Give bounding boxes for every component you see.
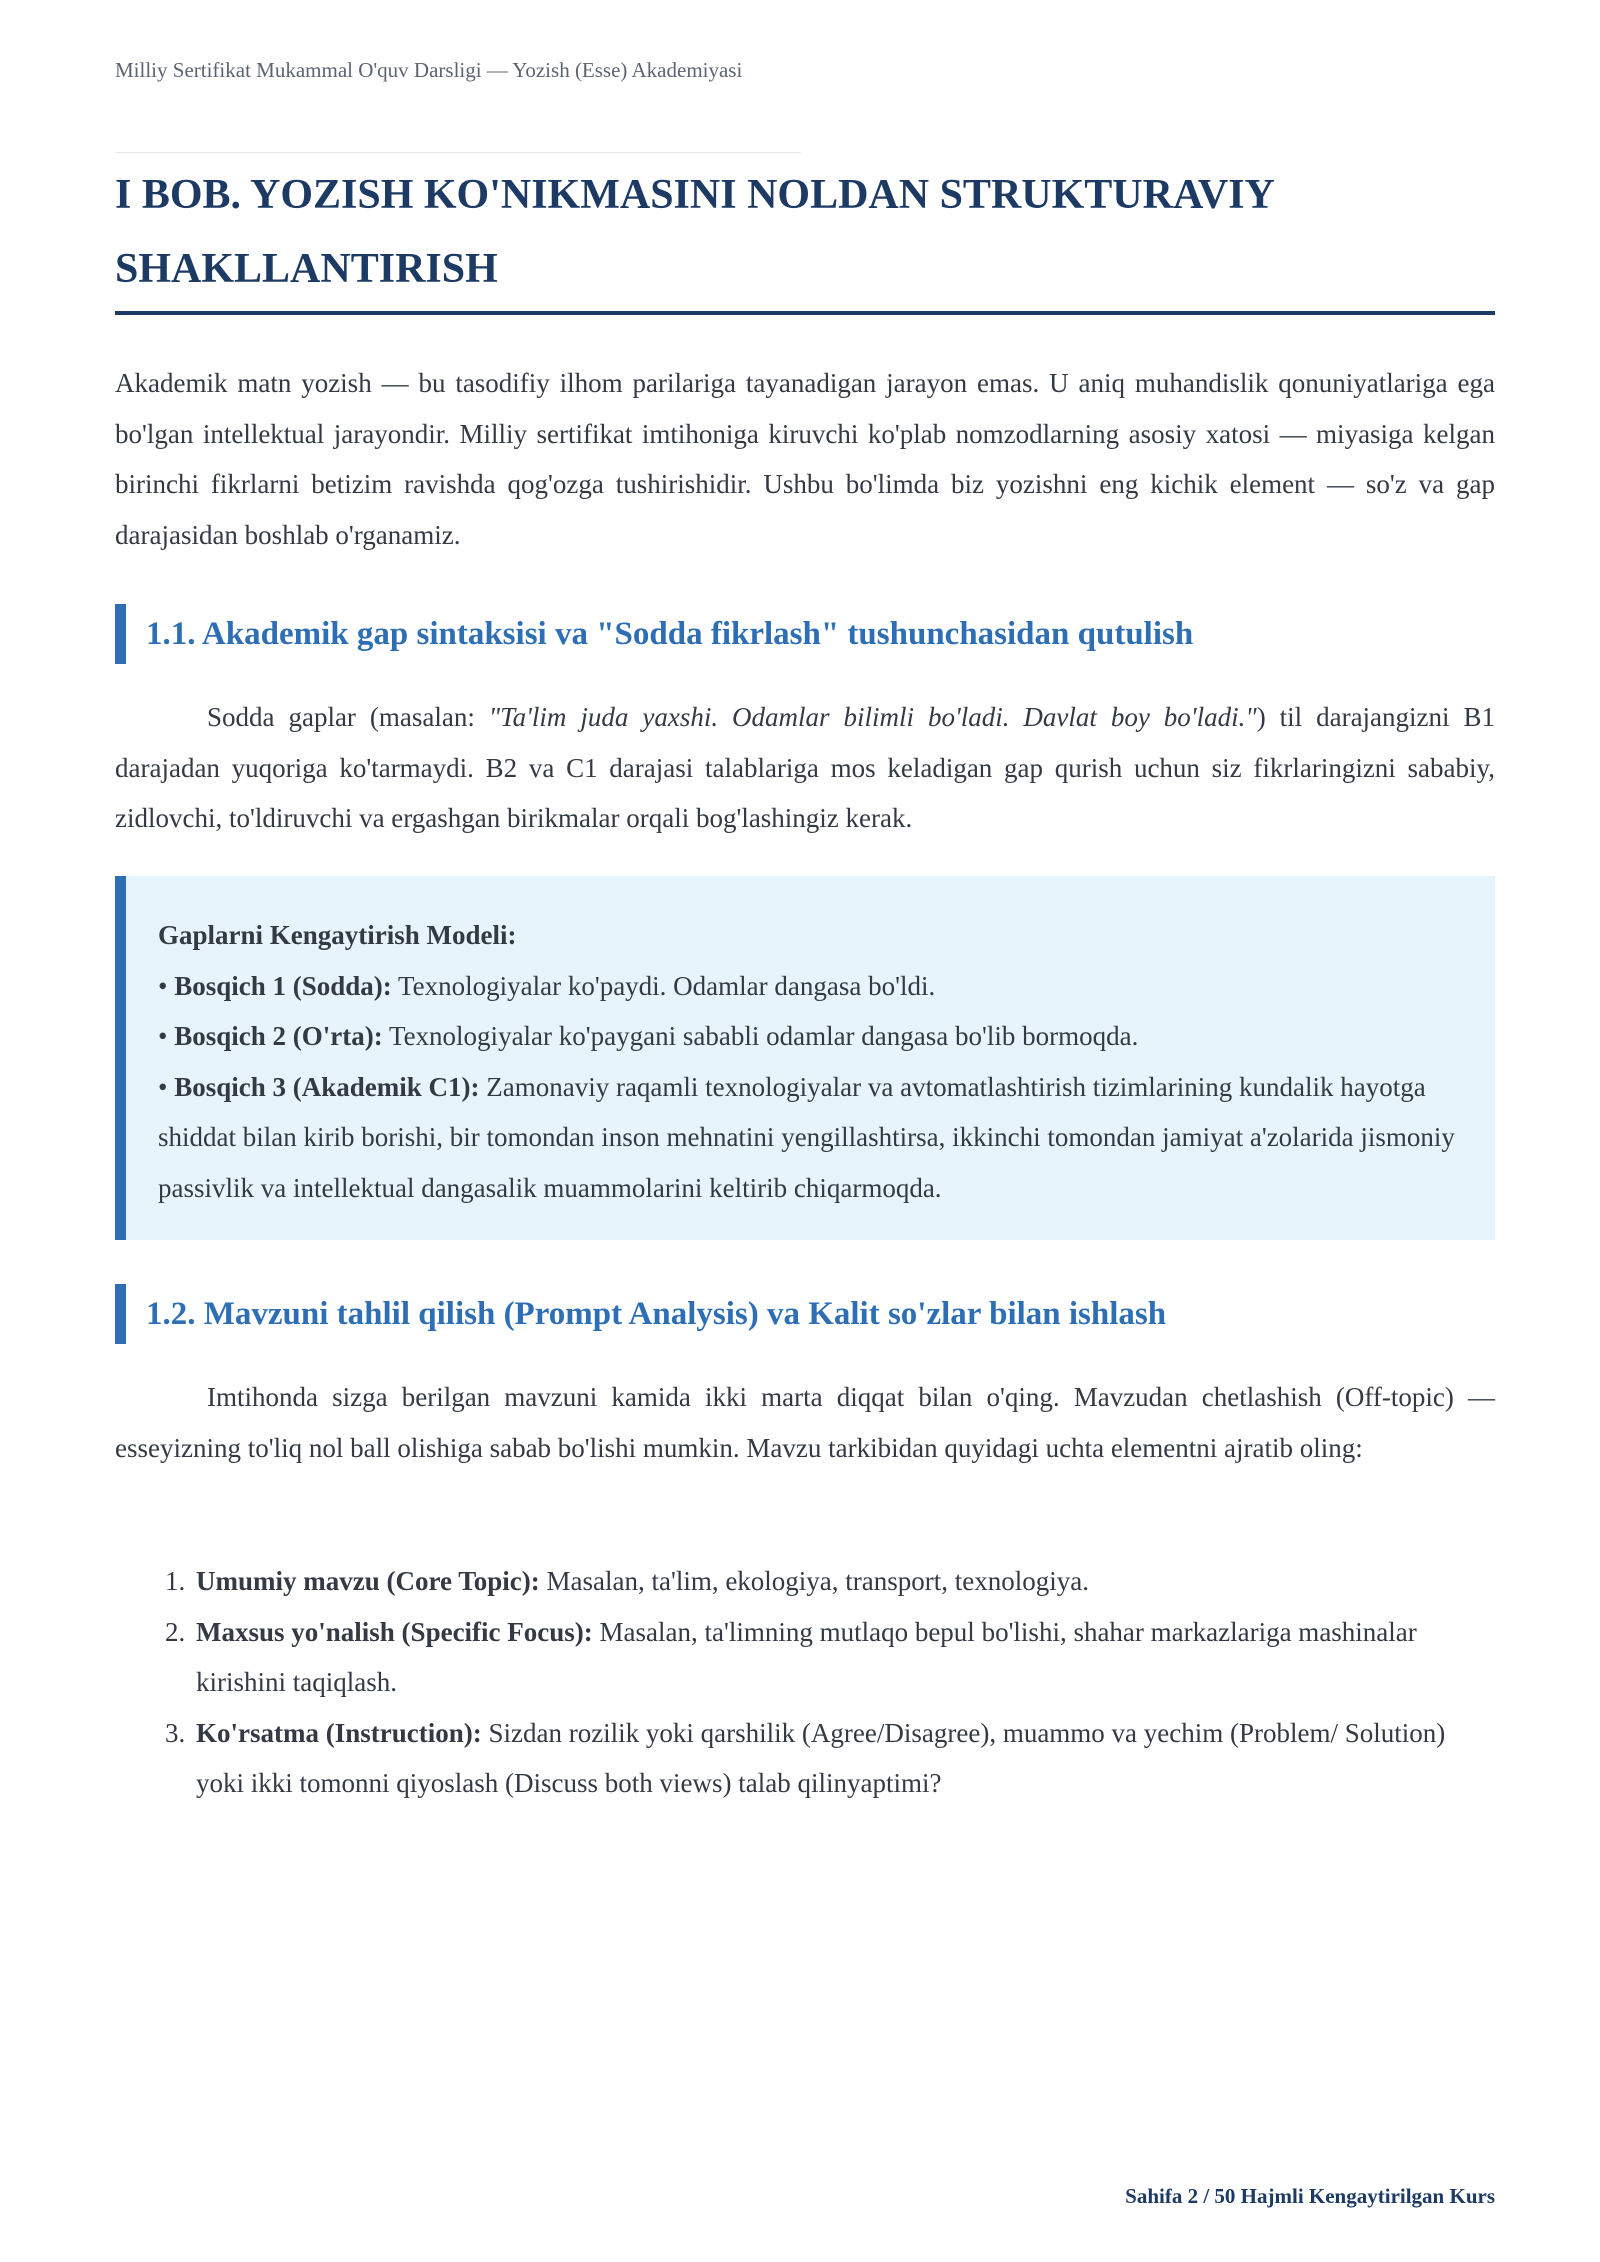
header-divider <box>115 152 801 153</box>
stage-text: Texnologiyalar ko'paygani sababli odamlar dangasa bo'lib bormoqda. <box>388 1021 1139 1051</box>
paragraph-text-start: Sodda gaplar (masalan: <box>207 702 489 732</box>
list-item-label: Maxsus yo'nalish (Specific Focus): <box>196 1616 593 1647</box>
page-footer: Sahifa 2 / 50 Hajmli Kengaytirilgan Kurs <box>1125 2184 1495 2208</box>
stage-label: Bosqich 2 (O'rta): <box>174 1021 383 1051</box>
bullet: • <box>158 1021 168 1051</box>
list-number: 3. <box>165 1717 186 1748</box>
list-number: 2. <box>165 1616 186 1647</box>
callout-stage-2 <box>158 1011 1465 1062</box>
section-1-1-paragraph <box>115 692 1495 844</box>
chapter-title: I BOB. YOZISH KO'NIKMASINI NOLDAN STRUKTURAVIY SHAKLLANTIRISH <box>115 172 1274 292</box>
prompt-elements-list <box>115 1556 1495 1809</box>
list-item-label: Ko'rsatma (Instruction): <box>196 1717 482 1748</box>
section-1-2-paragraph: Imtihonda sizga berilgan mavzuni kamida ikki marta diqqat bilan o'qing. Mavzudan chetlashish (Off-topic) — esseyizning to'liq nol ball olishiga sabab bo'lishi mumkin. Mavzu tarkibidan quyidagi uchta elementni ajratib oling: <box>115 1382 1495 1463</box>
chapter-intro-paragraph: Akademik matn yozish — bu tasodifiy ilhom parilariga tayanadigan jarayon emas. U aniq muhandislik qonuniyatlariga ega bo'lgan intellektual jarayondir. Milliy sertifikat imtihoniga kiruvchi ko'plab nomzodlarning asosiy xatosi — miyasiga kelgan birinchi fikrlarni betizim ravishda qog'ozga tushirishidir. Ushbu bo'limda biz yozishni eng kichik element — so'z va gap darajasidan boshlab o'rganamiz. <box>115 368 1495 550</box>
stage-text: Texnologiyalar ko'paydi. Odamlar dangasa bo'ldi. <box>398 970 936 1001</box>
list-item <box>115 1708 1495 1809</box>
callout-stage-3 <box>158 1062 1465 1214</box>
list-item-text: Masalan, ta'limning mutlaqo bepul bo'lishi, shahar markazlariga mashinalar kirishini taqiqlash. <box>196 1616 1417 1697</box>
running-header: Milliy Sertifikat Mukammal O'quv Darsligi — Yozish (Esse) Akademiyasi <box>115 58 743 82</box>
sentence-expansion-callout <box>115 876 1495 1240</box>
section-heading-1-2: 1.2. Mavzuni tahlil qilish (Prompt Analysis) va Kalit so'zlar bilan ishlash <box>115 1284 1495 1344</box>
bullet: • <box>158 1071 168 1102</box>
section-heading-1-1: 1.1. Akademik gap sintaksisi va "Sodda fikrlash" tushunchasidan qutulish <box>115 604 1495 664</box>
stage-label: Bosqich 3 (Akademik C1): <box>174 1071 480 1102</box>
list-item-text: Sizdan rozilik yoki qarshilik (Agree/Disagree), muammo va yechim (Problem/ Solution) yoki ikki tomonni qiyoslash (Discuss both views) talab qilinyaptimi? <box>196 1717 1446 1798</box>
list-number: 1. <box>165 1566 186 1596</box>
stage-text: Zamonaviy raqamli texnologiyalar va avtomatlashtirish tizimlarining kundalik hayotga shiddat bilan kirib borishi, bir tomondan inson mehnatini yengillashtirsa, ikkinchi tomondan jamiyat a'zolarida jismoniy passivlik va intellektual dangasalik muammolarini keltirib chiqarmoqda. <box>158 1071 1455 1203</box>
list-item-label: Umumiy mavzu (Core Topic): <box>196 1566 540 1596</box>
callout-title: Gaplarni Kengaytirish Modeli: <box>158 920 517 950</box>
callout-stage-1 <box>158 961 1465 1012</box>
stage-label: Bosqich 1 (Sodda): <box>174 970 392 1001</box>
list-item <box>115 1556 1495 1607</box>
example-quote: "Ta'lim juda yaxshi. Odamlar bilimli bo'ladi. Davlat boy bo'ladi." <box>488 702 1257 732</box>
list-item <box>115 1607 1495 1708</box>
chapter-title-underline <box>115 311 1495 315</box>
paragraph-text-end: ) til darajangizni B1 darajadan yuqoriga ko'tarmaydi. B2 va C1 darajasi talablariga mos keladigan gap qurish uchun siz fikrlaringizni sababiy, zidlovchi, to'ldiruvchi va ergashgan birikmalar orqali bog'lashingiz kerak. <box>115 702 1495 833</box>
bullet: • <box>158 970 168 1001</box>
list-item-text: Masalan, ta'lim, ekologiya, transport, texnologiya. <box>546 1566 1089 1596</box>
